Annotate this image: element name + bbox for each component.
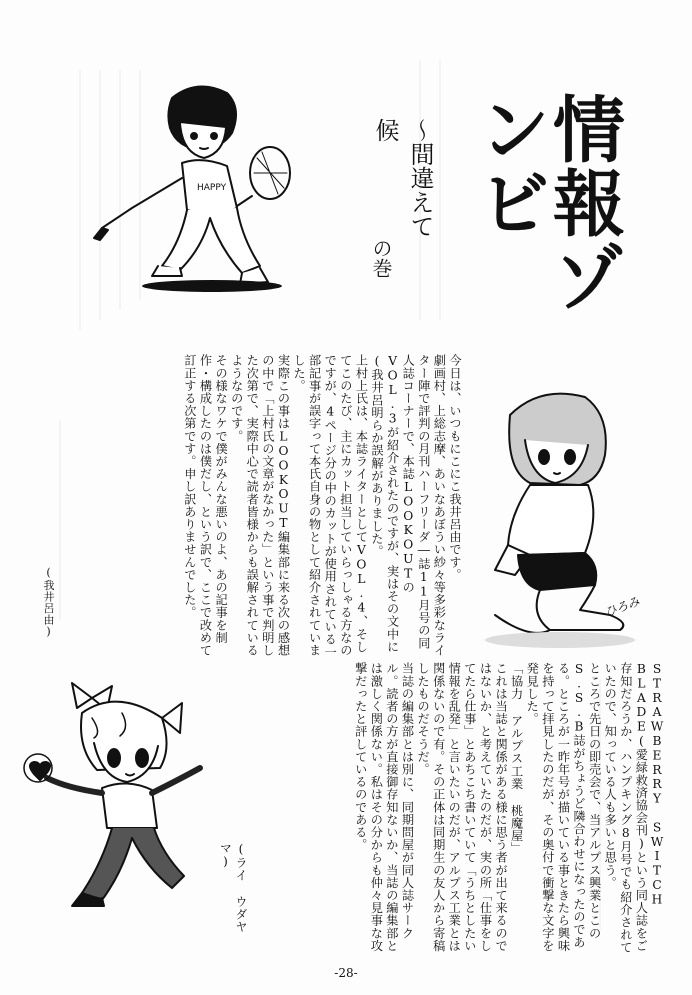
illustration-girl-with-racket [92, 78, 322, 298]
article1-body: 今日は、いつもにこにこ我井呂由です。 劇画村、上総志摩、あいなあぼうい紗々等多彩なライター陣で評判の月刊ハーフリーダ―誌11月号の同人誌コーナーで、本誌LOOKOUTのVOL.3が紹介されたのですが、実はその文中に(我井呂明らか誤解がありました。 上村上氏は、本誌ライターとしてVOL.4、そしてこのたび、主にカット担当していらっしゃる方なのですが、4ページ分の中のカットが使用されている一部記事が誤字って本氏自身の物として紹介されていました。 実際この事はLOOKOUT編集部に来る次の感想の中で「上村氏の文章がなかった」という事で判明した次第で、実際中心で読者皆様からも誤解されているようなのです。 その様なワケで僕がみんな悪いのよ、あの記事を制作・構成したのは僕だし、という訳で、ここで改めて訂正する次第です。申し訳ありませんでした。 [182, 354, 462, 659]
illustration-girl-with-bow [22, 678, 212, 918]
page-number: -28- [334, 966, 358, 980]
artist-signature: ひろみ [602, 594, 642, 620]
article2-body: STRAWBERRY SWITCH BLADE(愛緑救済協会刊)という同人誌をご存知だろうか、ハンプキング8月号でも紹介されていたので、知っている人も多いと思う。 ところで先日の即売会で、当アルプス興業とこのS.S.B誌がちょうど隣合わせになったのである。ところが一昨年号が描いている事ときたら興味を持って拝見したのだが、その奥付で衝撃な文字を発見した。 「協力 アルプス工業 桃魔屋」 これは当誌と関係がある様に思う者が出て来るのではないか、と考えていたのだが、実の所「仕事をしてたら仕事」とあちこち書いていて「うちとしたい情報を乱発」と言いたいのだが、アルプス工業とは関係ないので有。その正体は同期生の友人から寄稿したものだそうだ。 当誌の編集部とは別に、同期問屋が同人誌サークル。読者の方が直接御存知ないか、当誌の編集部とは激しく関係ない。私はその分からも仲々見事な攻撃だったと評しているのである。 [353, 662, 664, 954]
article2-signoff: (ライ ウダヤマ) [218, 842, 248, 933]
svg-text:HAPPY: HAPPY [197, 183, 227, 193]
title-subtitle: 〜間違えて候 [371, 118, 434, 238]
title-subtitle-end: の巻 [369, 238, 393, 278]
article1-signoff: (我井呂由) [42, 566, 55, 639]
title-main: 情報ゾンビ [467, 92, 625, 314]
